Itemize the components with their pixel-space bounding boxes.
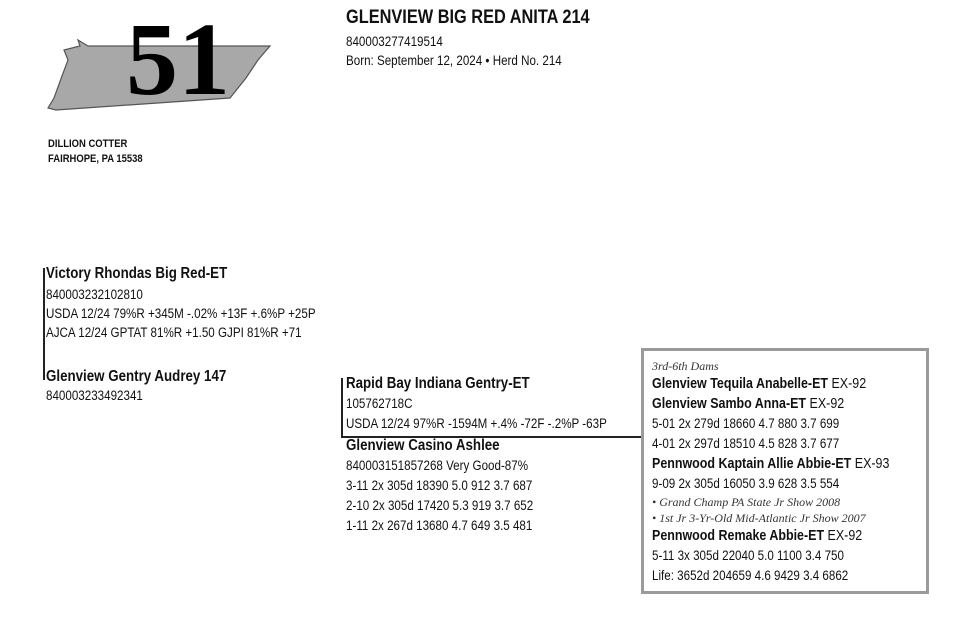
sire-ajca-proof: AJCA 12/24 GPTAT 81%R +1.50 GJPI 81%R +71 (46, 325, 302, 340)
dam6-line (652, 528, 862, 544)
granddam-record: 3-11 2x 305d 18390 5.0 912 3.7 687 (346, 478, 533, 493)
dam4-record: 4-01 2x 297d 18510 4.5 828 3.7 677 (652, 436, 840, 451)
animal-registration: 840003277419514 (346, 34, 443, 49)
dams-box (641, 348, 929, 594)
pedigree-bracket (43, 268, 45, 380)
born-line: Born: September 12, 2024 • Herd No. 214 (346, 53, 562, 68)
dam3-line (652, 376, 866, 392)
granddam-record: 2-10 2x 305d 17420 5.3 919 3.7 652 (346, 498, 534, 513)
dam5-record: 9-09 2x 305d 16050 3.9 628 3.5 554 (652, 476, 840, 491)
dam6-lifetime-record: Life: 3652d 204659 4.6 9429 3.4 6862 (652, 568, 849, 583)
dam5-line (652, 456, 889, 472)
maternal-grandsire-usda-proof: USDA 12/24 97%R -1594M +.4% -72F -.2%P -63P (346, 416, 607, 431)
dam5-show-note: • 1st Jr 3-Yr-Old Mid-Atlantic Jr Show 2007 (652, 511, 866, 525)
sire-registration: 840003232102810 (46, 287, 143, 302)
dam6-record: 5-11 3x 305d 22040 5.0 1100 3.4 750 (652, 548, 844, 563)
dam4-line (652, 396, 844, 412)
dam3-classification: EX-92 (828, 376, 867, 392)
lot-number: 51 (126, 2, 230, 117)
maternal-granddam-name: Glenview Casino Ashlee (346, 437, 500, 454)
dam-registration: 840003233492341 (46, 388, 143, 403)
granddam-record: 1-11 2x 267d 13680 4.7 649 3.5 481 (346, 518, 533, 533)
dam6-name: Pennwood Remake Abbie-ET (652, 528, 825, 544)
dam5-show-note: • Grand Champ PA State Jr Show 2008 (652, 495, 841, 509)
dam4-record: 5-01 2x 279d 18660 4.7 880 3.7 699 (652, 416, 840, 431)
animal-name: GLENVIEW BIG RED ANITA 214 (346, 7, 590, 28)
consignor-name: DILLION COTTER (48, 138, 128, 150)
dam6-classification: EX-92 (824, 528, 863, 544)
maternal-grandsire-registration: 105762718C (346, 396, 413, 411)
dam4-name: Glenview Sambo Anna-ET (652, 396, 807, 412)
dam3-name: Glenview Tequila Anabelle-ET (652, 376, 829, 392)
sire-name: Victory Rhondas Big Red-ET (46, 265, 228, 282)
dam-pedigree-bracket (341, 378, 343, 438)
consignor-location: FAIRHOPE, PA 15538 (48, 153, 143, 165)
dam5-name: Pennwood Kaptain Allie Abbie-ET (652, 456, 852, 472)
maternal-granddam-registration: 840003151857268 Very Good-87% (346, 458, 529, 473)
dam5-classification: EX-93 (851, 456, 890, 472)
dam4-classification: EX-92 (806, 396, 845, 412)
dams-box-heading: 3rd-6th Dams (652, 359, 719, 373)
sire-usda-proof: USDA 12/24 79%R +345M -.02% +13F +.6%P +25P (46, 306, 316, 321)
dam-name: Glenview Gentry Audrey 147 (46, 368, 227, 385)
maternal-grandsire-name: Rapid Bay Indiana Gentry-ET (346, 375, 530, 392)
